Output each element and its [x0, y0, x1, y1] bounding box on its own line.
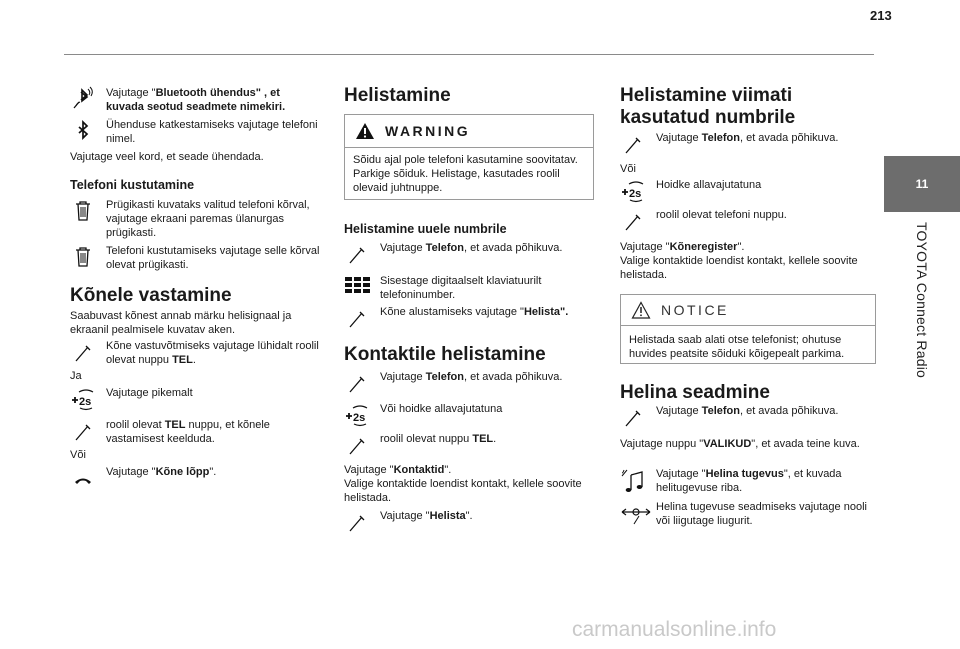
end-call-step: Vajutage "Kõne lõpp". — [70, 465, 320, 491]
warning-box — [344, 114, 594, 200]
touch-press-icon — [344, 509, 374, 535]
page-number: 213 — [870, 8, 892, 23]
trash-icon — [70, 198, 100, 224]
delete-phone-heading: Telefoni kustutamine — [70, 178, 195, 192]
bt-connect-step: Ühenduse katkestamiseks vajutage telefoni nimel. — [70, 118, 320, 150]
bluetooth-icon — [70, 118, 100, 144]
slider-arrows-icon — [620, 500, 650, 526]
answer-short-step: Kõne vastuvõtmiseks vajutage lühidalt roolil olevat nuppu TEL. — [70, 339, 320, 369]
warning-text: Sõidu ajal pole telefoni kasutamine soovitatav. Parkige sõiduk. Helistage, kasutades roolil olevaid juhtnuppe. — [353, 154, 578, 194]
delete-step-1: Prügikasti kuvataks valitud telefoni kõrval, vajutage ekraani paremas ülanurgas prügikasti. — [70, 198, 320, 240]
last-number-heading-2: kasutatud numbrile — [620, 107, 796, 128]
touch-press-icon — [70, 339, 100, 365]
chapter-tab[interactable]: 11 — [884, 156, 960, 212]
touch-press-icon — [344, 241, 374, 267]
last-hold-step: 2s Hoidke allavajutatuna — [620, 178, 876, 206]
last-tel-step: roolil olevat telefoni nuppu. — [620, 208, 876, 234]
long-press-step: 2s Vajutage pikemalt — [70, 386, 320, 414]
contact-heading: Kontaktile helistamine — [344, 344, 546, 365]
bluetooth-touch-icon — [70, 86, 100, 112]
and-text: Ja — [70, 370, 82, 382]
notice-icon — [631, 301, 651, 319]
long-press-2s-icon — [70, 386, 100, 412]
keypad-step: Sisestage digitaalselt klaviatuurilt telefoninumber. — [344, 274, 594, 304]
touch-press-icon — [620, 208, 650, 234]
header-rule — [64, 54, 874, 55]
contact-call-step: Vajutage "Helista". — [344, 509, 594, 535]
bt-again-text: Vajutage veel kord, et seade ühendada. — [70, 151, 264, 163]
music-note-touch-icon — [620, 467, 650, 493]
touch-press-icon — [620, 404, 650, 430]
touch-press-icon — [344, 370, 374, 396]
last-press-phone-step: Vajutage Telefon, et avada põhikuva. — [620, 131, 876, 159]
contact-step-1: Vajutage Telefon, et avada põhikuva. — [344, 370, 594, 398]
contact-tel-step: roolil olevat nuppu TEL. — [344, 432, 594, 458]
call-step: Kõne alustamiseks vajutage "Helista". — [344, 305, 594, 331]
ring-volume-step: Vajutage "Helina tugevus", et kuvada helitugevuse riba. — [620, 467, 876, 499]
chapter-label: TOYOTA Connect Radio — [914, 222, 930, 378]
ring-adjust-step: Helina tugevuse seadmiseks vajutage nooli või liigutage liugurit. — [620, 500, 876, 530]
notice-text: Helistada saab alati otse telefonist; ohutuse huvides peatsite sõiduki kõigepealt parkima. — [629, 334, 845, 360]
ringtone-heading: Helina seadmine — [620, 382, 770, 403]
long-press-2s-icon — [344, 402, 374, 428]
keypad-icon — [344, 274, 374, 300]
bt-select-step: Vajutage "Bluetooth ühendus" , et kuvada seotud seadmete nimekiri. — [70, 86, 320, 116]
notice-box — [620, 294, 876, 364]
or-text: Või — [70, 449, 86, 461]
svg-text:2s: 2s — [629, 188, 642, 200]
new-number-heading: Helistamine uuele numbrile — [344, 222, 507, 236]
watermark-text: carmanualsonline.info — [572, 618, 777, 641]
svg-text:2s: 2s — [79, 396, 92, 408]
delete-step-2: Telefoni kustutamiseks vajutage selle kõrval olevat prügikasti. — [70, 244, 320, 274]
reject-step: roolil olevat TEL nuppu, et kõnele vastamisest keelduda. — [70, 418, 320, 448]
answer-intro: Saabuvast kõnest annab märku helisignaal ja ekraanil pealmisele kuvatav aken. — [70, 310, 292, 336]
warning-icon — [355, 122, 375, 140]
contact-choose: Valige kontaktide loendist kontakt, kellele soovite helistada. — [344, 478, 582, 504]
svg-text:2s: 2s — [353, 412, 366, 424]
new-number-step-1: Vajutage Telefon, et avada põhikuva. — [344, 241, 594, 269]
contact-hold-step: 2s Või hoidke allavajutatuna — [344, 402, 594, 428]
ring-press-phone-step: Vajutage Telefon, et avada põhikuva. — [620, 404, 876, 432]
call-log-text: Vajutage "Kõneregister". — [620, 241, 745, 253]
options-text: Vajutage nuppu "VALIKUD", et avada teine kuva. — [620, 438, 860, 450]
or-text: Või — [620, 163, 636, 175]
touch-press-icon — [344, 305, 374, 331]
answer-heading: Kõnele vastamine — [70, 285, 232, 306]
touch-press-icon — [70, 418, 100, 444]
trash-icon — [70, 244, 100, 270]
touch-press-icon — [620, 131, 650, 157]
hang-up-icon — [70, 465, 100, 491]
contact-press-contacts: Vajutage "Kontaktid". — [344, 464, 452, 476]
long-press-2s-icon — [620, 178, 650, 204]
last-number-heading-1: Helistamine viimati — [620, 85, 793, 106]
touch-press-icon — [344, 432, 374, 458]
notice-title: NOTICE — [661, 302, 729, 318]
calling-heading: Helistamine — [344, 85, 451, 106]
warning-title: WARNING — [385, 123, 471, 139]
call-log-choose: Valige kontaktide loendist kontakt, kellele soovite helistada. — [620, 255, 858, 281]
